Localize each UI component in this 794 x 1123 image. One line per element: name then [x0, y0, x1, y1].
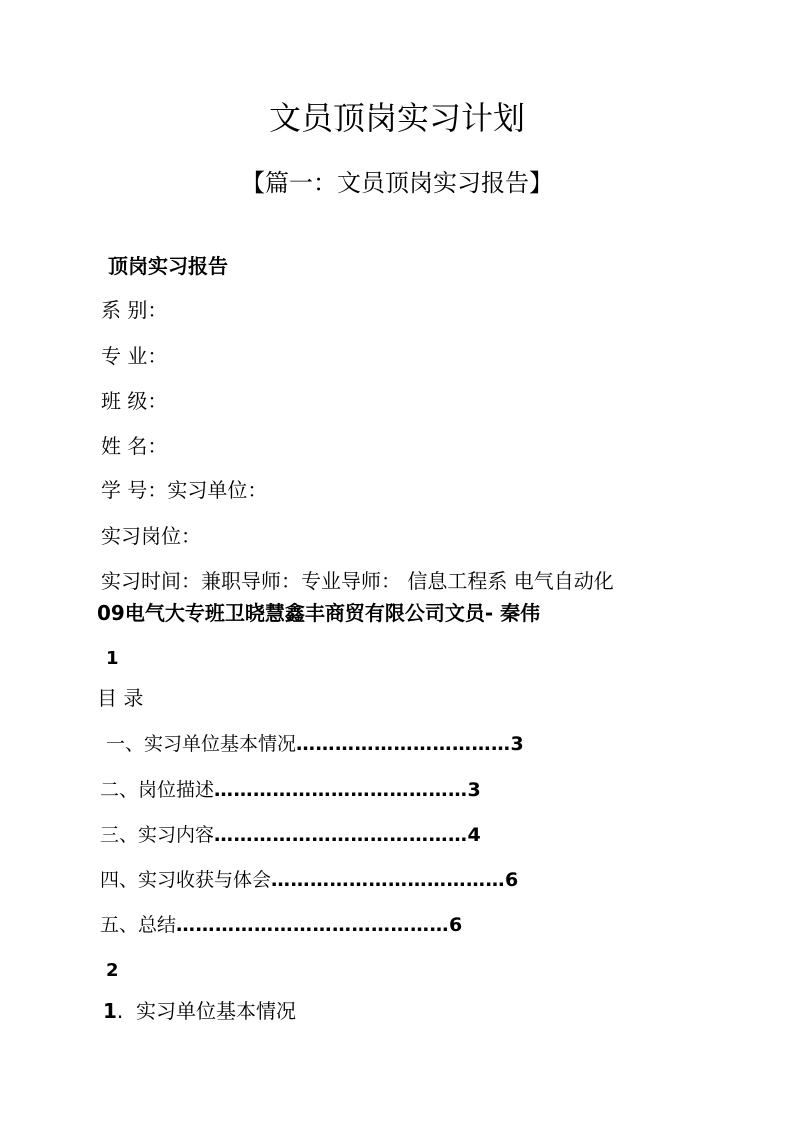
field-continued-line: 09电气大专班卫晓慧鑫丰商贸有限公司文员- 秦伟	[97, 601, 541, 625]
field-class: 班 级：	[101, 389, 168, 413]
field-time-line: 实习时间：兼职导师：专业导师： 信息工程系 电气自动化	[101, 569, 614, 593]
field-name: 姓 名：	[101, 434, 168, 458]
toc-item-label: 四、实习收获与体会	[100, 869, 272, 891]
document-title: 文员顶岗实习计划	[268, 99, 525, 137]
toc-item-leader: ……………………………	[296, 733, 511, 755]
toc-item-leader: ……………………………………	[176, 914, 450, 936]
toc-item-label: 二、岗位描述	[100, 779, 215, 801]
section-number: 1	[103, 999, 117, 1023]
toc-item-3	[100, 822, 560, 848]
toc-item-page: 3	[510, 733, 524, 755]
field-position: 实习岗位：	[101, 524, 201, 548]
toc-item-2	[100, 777, 560, 803]
toc-item-leader: ………………………………	[271, 869, 506, 891]
toc-item-leader: …………………………………	[214, 824, 468, 846]
toc-item-page: 4	[467, 824, 481, 846]
toc-item-page: 3	[467, 779, 481, 801]
toc-heading: 目 录	[97, 686, 144, 710]
toc-item-4	[100, 867, 560, 893]
field-major: 专 业：	[101, 344, 168, 368]
section-title: 实习单位基本情况	[136, 999, 296, 1023]
report-heading: 顶岗实习报告	[108, 254, 228, 278]
page-number-2: 2	[106, 960, 119, 981]
toc-item-page: 6	[505, 869, 519, 891]
document-subtitle: 【篇一：文员顶岗实习报告】	[241, 169, 553, 197]
toc-item-leader: …………………………………	[214, 779, 468, 801]
toc-item-label: 三、实习内容	[100, 824, 215, 846]
toc-item-5	[100, 912, 560, 938]
field-department: 系 别：	[101, 298, 168, 322]
toc-item-label: 五、总结	[100, 914, 177, 936]
section-1-heading: 1. 实习单位基本情况	[103, 999, 296, 1023]
toc-item-page: 6	[449, 914, 463, 936]
toc-item-1	[106, 731, 566, 757]
toc-item-label: 一、实习单位基本情况	[106, 733, 297, 755]
field-student-id-unit: 学 号：实习单位：	[101, 478, 268, 502]
page-number-1: 1	[106, 648, 119, 669]
